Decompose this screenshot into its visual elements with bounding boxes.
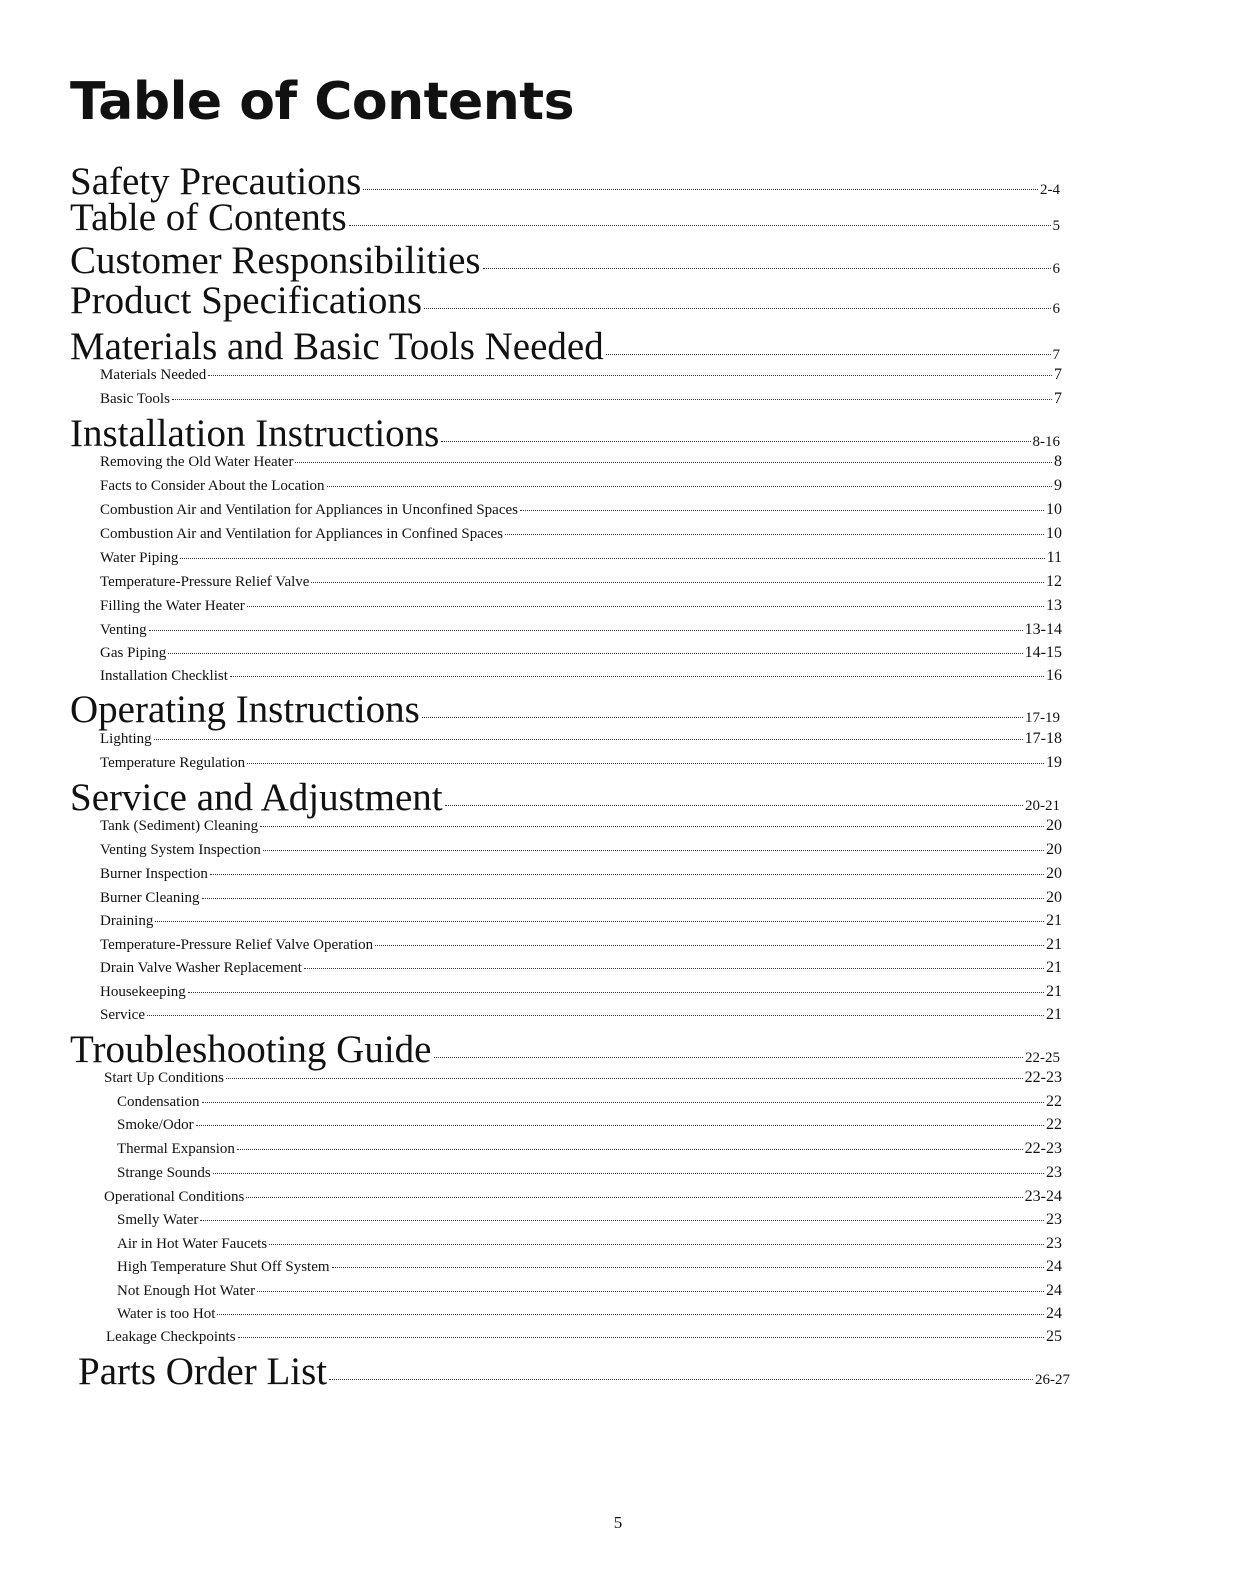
toc-item-label: Temperature-Pressure Relief Valve Operation (100, 937, 374, 953)
dot-leader (332, 1267, 1044, 1268)
dot-leader (172, 399, 1052, 400)
dot-leader (237, 1149, 1023, 1150)
dot-leader (445, 805, 1023, 806)
toc-item-pages: 24 (1046, 1282, 1062, 1299)
toc-item-label: Basic Tools (100, 391, 170, 407)
toc-item[interactable] (117, 1141, 1062, 1157)
toc-section-pages: 17-19 (1025, 710, 1060, 726)
dot-leader (257, 1291, 1044, 1292)
toc-item-label: Thermal Expansion (117, 1141, 235, 1157)
toc-item[interactable] (100, 1007, 1062, 1023)
toc-item-label: Materials Needed (100, 367, 207, 383)
toc-item[interactable] (100, 984, 1062, 1000)
dot-leader (441, 441, 1030, 442)
toc-item[interactable] (117, 1212, 1062, 1228)
toc-item-label: Not Enough Hot Water (117, 1283, 256, 1299)
toc-item-label: Strange Sounds (117, 1165, 211, 1181)
page-number: 5 (613, 1513, 623, 1532)
toc-item-pages: 21 (1046, 959, 1062, 976)
toc-item[interactable] (100, 478, 1062, 494)
dot-leader (196, 1125, 1044, 1126)
toc-item-label: Water Piping (100, 550, 179, 566)
toc-item-label: Combustion Air and Ventilation for Appliances in Confined Spaces (100, 526, 504, 542)
toc-item-pages: 20 (1046, 841, 1062, 858)
toc-item-label: Facts to Consider About the Location (100, 478, 325, 494)
toc-item-pages: 9 (1054, 477, 1062, 494)
toc-item-pages: 22-23 (1024, 1069, 1062, 1086)
toc-item[interactable] (100, 937, 1062, 953)
dot-leader (263, 850, 1044, 851)
toc-section-product-specifications[interactable] (70, 281, 1060, 320)
toc-item-label: Burner Cleaning (100, 890, 200, 906)
toc-item-pages: 19 (1046, 754, 1062, 771)
toc-item[interactable] (100, 818, 1062, 834)
toc-section-pages: 26-27 (1035, 1372, 1070, 1388)
toc-item-label: Combustion Air and Ventilation for Appliances in Unconfined Spaces (100, 502, 518, 518)
dot-leader (304, 968, 1044, 969)
toc-item[interactable] (106, 1329, 1062, 1345)
toc-item-pages: 21 (1046, 912, 1062, 929)
toc-item-pages: 14-15 (1024, 644, 1062, 661)
toc-item-pages: 21 (1046, 936, 1062, 953)
toc-item[interactable] (117, 1094, 1062, 1110)
dot-leader (202, 1102, 1045, 1103)
toc-item-pages: 13 (1046, 597, 1062, 614)
dot-leader (327, 486, 1052, 487)
dot-leader (375, 945, 1044, 946)
toc-item-pages: 22 (1046, 1116, 1062, 1133)
toc-item-label: Smelly Water (117, 1212, 199, 1228)
toc-item-pages: 12 (1046, 573, 1062, 590)
toc-item-pages: 7 (1054, 390, 1062, 407)
toc-item[interactable] (100, 755, 1062, 771)
toc-item-pages: 24 (1046, 1258, 1062, 1275)
toc-item[interactable] (100, 668, 1062, 684)
toc-item[interactable] (117, 1117, 1062, 1133)
dot-leader (483, 268, 1051, 269)
dot-leader (295, 462, 1052, 463)
dot-leader (260, 826, 1044, 827)
toc-section-pages: 20-21 (1025, 798, 1060, 814)
dot-leader (311, 582, 1044, 583)
toc-item[interactable] (104, 1189, 1062, 1205)
toc-section-table-of-contents[interactable] (70, 198, 1060, 237)
dot-leader (202, 898, 1044, 899)
dot-leader (200, 1220, 1044, 1221)
toc-item[interactable] (100, 913, 1062, 929)
toc-section-label: Troubleshooting Guide (70, 1028, 432, 1071)
toc-section-operating-instructions[interactable] (70, 690, 1060, 729)
dot-leader (349, 225, 1051, 226)
toc-item[interactable] (100, 890, 1062, 906)
toc-item-pages: 10 (1046, 525, 1062, 542)
toc-item-pages: 22-23 (1024, 1140, 1062, 1157)
toc-item-label: Air in Hot Water Faucets (117, 1236, 268, 1252)
dot-leader (213, 1173, 1044, 1174)
toc-section-pages: 22-25 (1025, 1050, 1060, 1066)
dot-leader (422, 717, 1023, 718)
toc-item[interactable] (100, 645, 1062, 661)
toc-item-label: Housekeeping (100, 984, 186, 1000)
toc-item[interactable] (100, 391, 1062, 407)
dot-leader (217, 1314, 1044, 1315)
dot-leader (424, 308, 1050, 309)
toc-section-troubleshooting-guide[interactable] (70, 1030, 1060, 1069)
toc-item-pages: 21 (1046, 1006, 1062, 1023)
toc-item-label: Venting (100, 622, 147, 638)
toc-item-label: Water is too Hot (117, 1306, 216, 1322)
dot-leader (329, 1379, 1033, 1380)
toc-item[interactable] (117, 1283, 1062, 1299)
toc-item-label: Removing the Old Water Heater (100, 454, 294, 470)
toc-section-materials-and-basic-tools[interactable] (70, 327, 1060, 366)
toc-section-pages: 2-4 (1040, 182, 1060, 198)
toc-item-label: Start Up Conditions (104, 1070, 225, 1086)
toc-section-label: Materials and Basic Tools Needed (70, 325, 604, 368)
dot-leader (230, 676, 1044, 677)
toc-item[interactable] (100, 454, 1062, 470)
toc-item-pages: 23 (1046, 1164, 1062, 1181)
toc-item-label: Tank (Sediment) Cleaning (100, 818, 259, 834)
toc-section-pages: 7 (1052, 347, 1060, 363)
toc-item-label: Leakage Checkpoints (106, 1329, 236, 1345)
dot-leader (208, 375, 1052, 376)
toc-item[interactable] (100, 960, 1062, 976)
page-title: Table of Contents (70, 72, 575, 132)
toc-item[interactable] (117, 1165, 1062, 1181)
toc-section-pages: 6 (1052, 261, 1060, 277)
toc-item[interactable] (100, 526, 1062, 542)
dot-leader (180, 558, 1044, 559)
toc-item[interactable] (117, 1236, 1062, 1252)
dot-leader (168, 653, 1022, 654)
dot-leader (606, 354, 1051, 355)
toc-item-pages: 10 (1046, 501, 1062, 518)
toc-item-label: Temperature-Pressure Relief Valve (100, 574, 310, 590)
toc-item-pages: 23 (1046, 1211, 1062, 1228)
toc-item[interactable] (100, 842, 1062, 858)
toc-item-pages: 23 (1046, 1235, 1062, 1252)
toc-item[interactable] (117, 1259, 1062, 1275)
toc-section-label: Customer Responsibilities (70, 239, 481, 282)
toc-item-label: Drain Valve Washer Replacement (100, 960, 302, 976)
toc-section-label: Product Specifications (70, 279, 423, 322)
toc-item-pages: 20 (1046, 865, 1062, 882)
toc-section-label: Service and Adjustment (70, 776, 443, 819)
toc-item-label: Filling the Water Heater (100, 598, 245, 614)
toc-section-service-and-adjustment[interactable] (70, 778, 1060, 817)
dot-leader (246, 1197, 1022, 1198)
dot-leader (147, 1015, 1044, 1016)
dot-leader (247, 606, 1044, 607)
toc-item-label: Condensation (117, 1094, 200, 1110)
toc-item-pages: 20 (1046, 817, 1062, 834)
toc-item-pages: 24 (1046, 1305, 1062, 1322)
toc-section-installation-instructions[interactable] (70, 414, 1060, 453)
toc-section-label: Parts Order List (78, 1350, 328, 1393)
toc-item-pages: 13-14 (1024, 621, 1062, 638)
toc-item[interactable] (100, 622, 1062, 638)
toc-item-label: Operational Conditions (104, 1189, 245, 1205)
toc-item[interactable] (104, 1070, 1062, 1086)
toc-item[interactable] (100, 598, 1062, 614)
dot-leader (520, 510, 1044, 511)
toc-item-label: High Temperature Shut Off System (117, 1259, 330, 1275)
toc-section-label: Table of Contents (70, 196, 347, 239)
toc-item-pages: 7 (1054, 366, 1062, 383)
toc-item-label: Burner Inspection (100, 866, 208, 882)
dot-leader (154, 739, 1023, 740)
dot-leader (155, 921, 1044, 922)
toc-section-label: Safety Precautions (70, 160, 362, 203)
toc-item-pages: 11 (1046, 549, 1062, 566)
toc-section-pages: 6 (1052, 301, 1060, 317)
toc-item-pages: 21 (1046, 983, 1062, 1000)
toc-item-pages: 23-24 (1024, 1188, 1062, 1205)
toc-item[interactable] (100, 731, 1062, 747)
dot-leader (149, 630, 1023, 631)
toc-section-customer-responsibilities[interactable] (70, 241, 1060, 280)
toc-item-pages: 25 (1046, 1328, 1062, 1345)
toc-section-label: Installation Instructions (70, 412, 440, 455)
toc-item-label: Service (100, 1007, 145, 1023)
toc-item-label: Temperature Regulation (100, 755, 246, 771)
toc-item-pages: 20 (1046, 889, 1062, 906)
dot-leader (247, 763, 1044, 764)
toc-section-label: Operating Instructions (70, 688, 420, 731)
toc-item-label: Smoke/Odor (117, 1117, 194, 1133)
toc-item-pages: 22 (1046, 1093, 1062, 1110)
dot-leader (269, 1244, 1044, 1245)
dot-leader (363, 189, 1038, 190)
toc-item-label: Draining (100, 913, 154, 929)
toc-item-label: Venting System Inspection (100, 842, 261, 858)
dot-leader (188, 992, 1044, 993)
toc-section-pages: 5 (1052, 218, 1060, 234)
dot-leader (226, 1078, 1023, 1079)
toc-item-label: Installation Checklist (100, 668, 228, 684)
toc-item[interactable] (100, 574, 1062, 590)
toc-item-pages: 17-18 (1024, 730, 1062, 747)
toc-item[interactable] (100, 367, 1062, 383)
toc-item-pages: 8 (1054, 453, 1062, 470)
toc-section-pages: 8-16 (1032, 434, 1060, 450)
toc-item-label: Gas Piping (100, 645, 167, 661)
toc-item-label: Lighting (100, 731, 152, 747)
dot-leader (434, 1057, 1024, 1058)
toc-item-pages: 16 (1046, 667, 1062, 684)
toc-item[interactable] (100, 866, 1062, 882)
toc-section-parts-order-list[interactable] (78, 1352, 1070, 1391)
dot-leader (505, 534, 1044, 535)
toc-item[interactable] (117, 1306, 1062, 1322)
toc-item[interactable] (100, 502, 1062, 518)
dot-leader (210, 874, 1044, 875)
dot-leader (238, 1337, 1044, 1338)
toc-item[interactable] (100, 550, 1062, 566)
